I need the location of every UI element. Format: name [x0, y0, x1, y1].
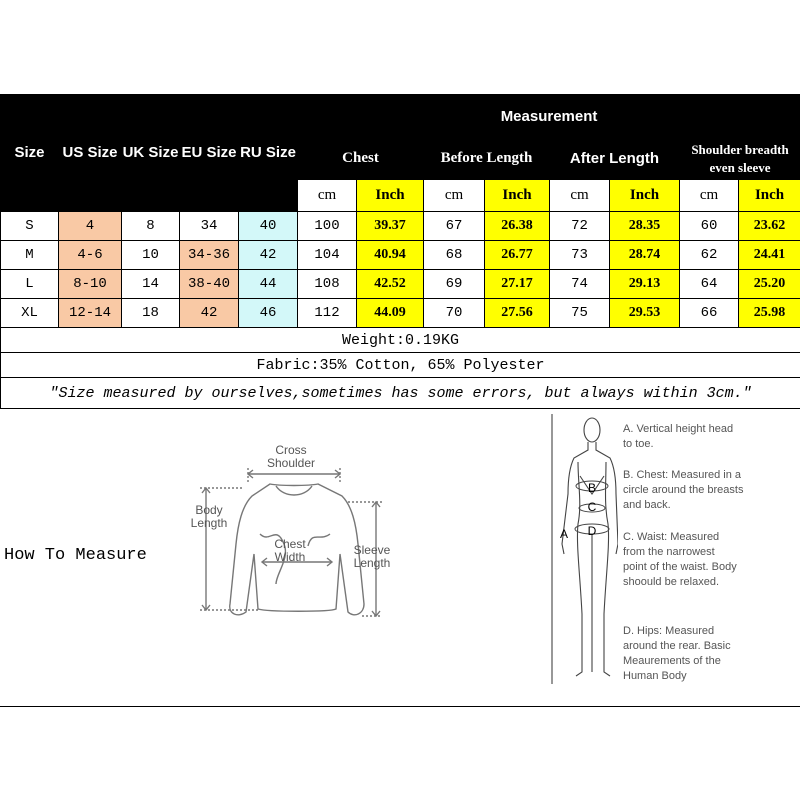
after-length-header: After Length [550, 138, 680, 180]
eu-size-cell: 38-40 [180, 270, 239, 299]
size-cell: XL [1, 299, 59, 328]
before-inch-cell: 27.17 [485, 270, 550, 299]
note-b: B. Chest: Measured in a circle around the breasts and back. [623, 469, 744, 511]
table-row [1, 270, 800, 299]
uk-size-cell: 8 [122, 212, 180, 241]
chest-inch-cell: 39.37 [357, 212, 424, 241]
us-size-cell: 8-10 [59, 270, 122, 299]
after-cm-cell: 72 [550, 212, 610, 241]
after-cm-header: cm [550, 180, 610, 212]
size-cell: S [1, 212, 59, 241]
before-inch-header: Inch [485, 180, 550, 212]
how-to-measure-panel [0, 404, 800, 707]
chest-header: Chest [298, 138, 424, 180]
before-inch-cell: 26.38 [485, 212, 550, 241]
shoulder-header: Shoulder breadth even sleeve [680, 138, 800, 180]
shoulder-cm-cell: 62 [680, 241, 739, 270]
shoulder-cm-cell: 66 [680, 299, 739, 328]
before-inch-cell: 27.56 [485, 299, 550, 328]
before-cm-cell: 68 [424, 241, 485, 270]
size-chart [0, 94, 800, 409]
before-cm-cell: 69 [424, 270, 485, 299]
us-size-header: US Size [59, 95, 122, 212]
table-row [1, 241, 800, 270]
cross-shoulder-label: Cross Shoulder [266, 443, 316, 470]
marker-c: C [587, 500, 597, 514]
before-inch-cell: 26.77 [485, 241, 550, 270]
weight-note: Weight:0.19KG [1, 328, 800, 353]
after-cm-cell: 73 [550, 241, 610, 270]
shoulder-inch-cell: 25.98 [739, 299, 800, 328]
us-size-cell: 12-14 [59, 299, 122, 328]
after-inch-cell: 28.74 [610, 241, 680, 270]
after-inch-header: Inch [610, 180, 680, 212]
chest-inch-cell: 40.94 [357, 241, 424, 270]
note-a: A. Vertical height head to toe. [623, 423, 734, 450]
uk-size-cell: 10 [122, 241, 180, 270]
marker-d: D [587, 524, 597, 538]
after-inch-cell: 29.53 [610, 299, 680, 328]
disclaimer-note: "Size measured by ourselves,sometimes has some errors, but always within 3cm." [1, 378, 800, 409]
us-size-cell: 4-6 [59, 241, 122, 270]
body-length-label: Body Length [190, 503, 228, 530]
eu-size-cell: 34-36 [180, 241, 239, 270]
measurement-header: Measurement [298, 95, 800, 138]
ru-size-header: RU Size [239, 95, 298, 212]
size-cell: L [1, 270, 59, 299]
chest-inch-header: Inch [357, 180, 424, 212]
sleeve-length-label: Sleeve Length [353, 543, 391, 570]
chest-inch-cell: 44.09 [357, 299, 424, 328]
chest-cm-cell: 108 [298, 270, 357, 299]
table-row [1, 299, 800, 328]
before-length-header: Before Length [424, 138, 550, 180]
uk-size-header: UK Size [122, 95, 180, 212]
chest-cm-header: cm [298, 180, 357, 212]
fabric-note: Fabric:35% Cotton, 65% Polyester [1, 353, 800, 378]
eu-size-header: EU Size [180, 95, 239, 212]
before-cm-cell: 70 [424, 299, 485, 328]
before-cm-header: cm [424, 180, 485, 212]
eu-size-cell: 42 [180, 299, 239, 328]
after-cm-cell: 74 [550, 270, 610, 299]
note-c: C. Waist: Measured from the narrowest point of the waist. Body shoould be relaxed. [623, 531, 737, 588]
shoulder-inch-cell: 24.41 [739, 241, 800, 270]
chest-cm-cell: 112 [298, 299, 357, 328]
shoulder-inch-cell: 25.20 [739, 270, 800, 299]
marker-b: B [587, 481, 596, 495]
size-cell: M [1, 241, 59, 270]
after-inch-cell: 28.35 [610, 212, 680, 241]
ru-size-cell: 40 [239, 212, 298, 241]
us-size-cell: 4 [59, 212, 122, 241]
after-inch-cell: 29.13 [610, 270, 680, 299]
how-to-measure-label: How To Measure [4, 546, 147, 565]
ru-size-cell: 44 [239, 270, 298, 299]
uk-size-cell: 18 [122, 299, 180, 328]
human-body-diagram [548, 414, 618, 694]
eu-size-cell: 34 [180, 212, 239, 241]
marker-a: A [559, 527, 568, 541]
chest-cm-cell: 104 [298, 241, 357, 270]
chest-width-label: Chest Width [274, 537, 306, 564]
ru-size-cell: 46 [239, 299, 298, 328]
shoulder-cm-cell: 60 [680, 212, 739, 241]
chest-inch-cell: 42.52 [357, 270, 424, 299]
shoulder-cm-cell: 64 [680, 270, 739, 299]
ru-size-cell: 42 [239, 241, 298, 270]
after-cm-cell: 75 [550, 299, 610, 328]
size-header: Size [1, 95, 59, 212]
size-table [0, 94, 800, 409]
uk-size-cell: 14 [122, 270, 180, 299]
table-row [1, 212, 800, 241]
before-cm-cell: 67 [424, 212, 485, 241]
shoulder-inch-header: Inch [739, 180, 800, 212]
chest-cm-cell: 100 [298, 212, 357, 241]
shoulder-inch-cell: 23.62 [739, 212, 800, 241]
shoulder-cm-header: cm [680, 180, 739, 212]
note-d: D. Hips: Measured around the rear. Basic Meaurements of the Human Body [623, 625, 731, 682]
